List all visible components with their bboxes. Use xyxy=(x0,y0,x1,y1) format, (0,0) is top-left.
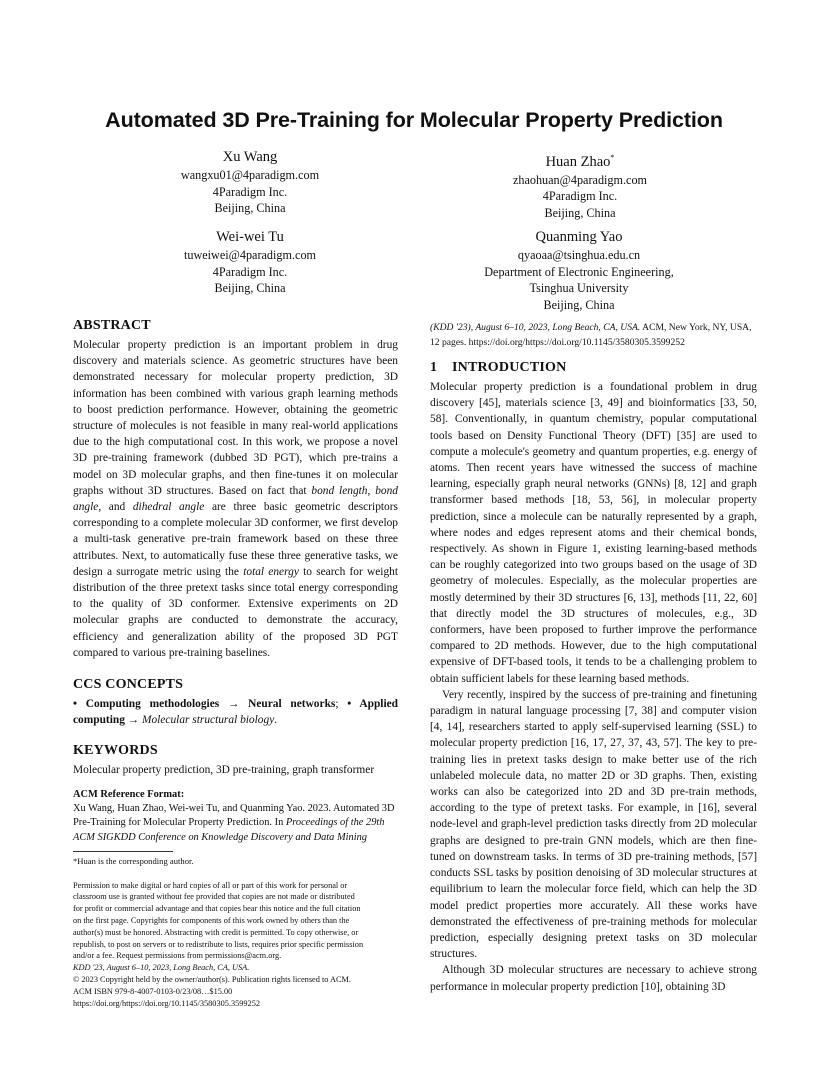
keywords-text: Molecular property prediction, 3D pre-training, graph transformer xyxy=(73,764,375,777)
author-block xyxy=(454,228,704,313)
kdd-reference: (KDD '23), August 6–10, 2023, Long Beach, CA, USA. ACM, New York, NY, USA, 12 pages. https://doi.org/https://doi.org/10.1145/3580305.3599252 xyxy=(430,322,752,348)
keywords-heading: KEYWORDS xyxy=(73,743,158,759)
permission-line: © 2023 Copyright held by the owner/author(s). Publication rights licensed to ACM. xyxy=(73,974,351,984)
author-block xyxy=(480,148,680,221)
permission-line: on the first page. Copyrights for components of this work owned by others than the xyxy=(73,915,350,925)
author-email: tuweiwei@4paradigm.com xyxy=(183,248,317,262)
ccs-text: • Computing methodologies → Neural networks; • Applied computing → Molecular structural biology. xyxy=(73,698,399,727)
author-email: wangxu01@4paradigm.com xyxy=(180,168,320,182)
permission-line: republish, to post on servers or to redistribute to lists, requires prior specific permission xyxy=(73,939,364,949)
author-name: Huan Zhao* xyxy=(545,153,615,170)
author-location: Beijing, China xyxy=(544,205,616,220)
permission-line: Permission to make digital or hard copies of all or part of this work for personal or xyxy=(73,880,348,890)
permission-line: KDD '23, August 6–10, 2023, Long Beach, CA, USA. xyxy=(73,963,250,973)
author-block xyxy=(150,228,350,297)
right-column xyxy=(430,320,757,995)
permission-line: for profit or commercial advantage and that copies bear this notice and the full citation xyxy=(73,904,361,914)
ccs-heading: CCS CONCEPTS xyxy=(73,677,184,693)
author-email: qyaoaa@tsinghua.edu.cn xyxy=(517,248,641,262)
abstract-heading: ABSTRACT xyxy=(73,318,151,333)
author-block xyxy=(150,148,350,217)
corresponding-mark: * xyxy=(610,153,615,162)
author-location: Beijing, China xyxy=(214,201,286,215)
author-affiliation: 4Paradigm Inc. xyxy=(212,264,288,279)
permission-line: https://doi.org/https://doi.org/10.1145/3580305.3599252 xyxy=(73,998,260,1008)
reference-format-heading: ACM Reference Format: xyxy=(73,788,185,800)
permission-line: ACM ISBN 979-8-4007-0103-0/23/08…$15.00 xyxy=(73,986,233,996)
introduction-heading: 1 INTRODUCTION xyxy=(430,360,567,375)
paper-title: Automated 3D Pre-Training for Molecular Property Prediction xyxy=(105,108,723,132)
permission-line: classroom use is granted without fee provided that copies are not made or distributed xyxy=(73,892,355,902)
author-email: zhaohuan@4paradigm.com xyxy=(512,172,648,187)
author-name: Wei-wei Tu xyxy=(216,229,284,245)
intro-paragraph: Although 3D molecular structures are necessary to achieve strong performance in molecular property prediction [10], obtaining 3D xyxy=(430,964,757,993)
author-location: Beijing, China xyxy=(214,281,286,295)
permission-line: author(s) must be honored. Abstracting with credit is permitted. To copy otherwise, or xyxy=(73,927,359,937)
author-affiliation: Department of Electronic Engineering, xyxy=(484,264,674,279)
abstract-text: Molecular property prediction is an important problem in drug discovery and materials science. As geometric structures have been demonstrated necessary for molecular property prediction, 3D information has been combined with various graph learning methods to boost prediction performance. However, obtaining the geometric structure of molecules is not feasible in many real-world applications due to the high computational cost. In this work, we propose a novel 3D pre-training framework (dubbed 3D PGT), which pre-trains a model on 3D molecular graphs, and then fine-tunes it on molecular graphs without 3D structures. Based on fact that bond length, bond angle, and dihedral angle are three basic geometric descriptors corresponding to a complete molecular 3D conformer, we first develop a multi-task generative pre-train framework based on these three attributes. Next, to automatically fuse these three generative tasks, we design a surrogate metric using the total energy to search for weight distribution of the three pretext tasks since total energy corresponding to the quality of 3D conformer. Extensive experiments on 2D molecular graphs are conducted to demonstrate the accuracy, efficiency and generalization ability of the proposed 3D PGT compared to various pre-training baselines. xyxy=(73,339,399,659)
arxiv-stamp xyxy=(8,280,58,750)
footnote: *Huan is the corresponding author. xyxy=(73,856,194,867)
author-location: Beijing, China xyxy=(543,297,615,312)
author-affiliation: Tsinghua University xyxy=(529,281,629,295)
intro-paragraph: Molecular property prediction is a foundational problem in drug discovery [45], materials science [3, 49] and bioinformatics [33, 50, 58]. Conventionally, in quantum chemistry, popular computational tools based on Density Functional Theory (DFT) [35] are used to compute a molecule's geometry and quantum properties, e.g. energy of atoms. Then recent years have witnessed the success of machine learning, especially graph neural networks (GNNs) [8, 12] and graph transformer based methods [18, 53, 56], in molecular property prediction, since a molecule can be naturally represented by a graph, where nodes and edges represent atoms and their chemical bonds, respectively. As shown in Figure 1, existing learning-based methods can be roughly categorized into two groups based on the usage of 3D geometry of molecules. Especially, as the molecular properties are mostly determined by their 3D structures [6, 13], methods [11, 22, 60] that directly model the 3D structures of molecules, e.g., 3D conformers, have been proposed to further improve the performance compared to 2D methods. However, due to the high computational expensive of DFT-based tools, it tends to be a challenging problem to obtain sufficient labels for these learning based methods. xyxy=(430,381,757,685)
author-name: Xu Wang xyxy=(222,149,278,165)
author-affiliation: 4Paradigm Inc. xyxy=(542,189,618,204)
author-affiliation: 4Paradigm Inc. xyxy=(212,184,288,199)
author-name: Quanming Yao xyxy=(535,229,623,245)
intro-paragraph: Very recently, inspired by the success of pre-training and finetuning paradigm in natural language processing [7, 38] and computer vision [4, 14], researchers started to apply self-supervised learning (SSL) to molecular property prediction [16, 17, 27, 37, 43, 57]. The key to pre-training lies in pretext tasks design to make better use of the rich unlabeled molecule data, no matter 2D or 3D graphs. Then, existing works can also be categorized into 2D and 3D pre-train methods, according to the type of pretext tasks. For example, in [16], several node-level and graph-level prediction tasks directly from 2D molecular graphs are designed to pre-train GNN models, which are then fine-tuned on downstream tasks. In terms of 3D pre-training methods, [57] conducts SSL tasks by position denoising of 3D molecular structures at equilibrium to learn the molecular force field, which can help the 3D model predict properties more accurately. All these works have demonstrated the effectiveness of pre-training methods for molecular prediction, especially designing pretext tasks on 3D molecular structures. xyxy=(430,688,757,961)
footnote-rule xyxy=(73,851,173,852)
left-column xyxy=(73,318,398,1009)
reference-format-text: Xu Wang, Huan Zhao, Wei-wei Tu, and Quanming Yao. 2023. Automated 3D Pre-Training for Molecular Property Prediction. In Proceedings of the 29th ACM SIGKDD Conference on Knowledge Discovery and Data Mining xyxy=(73,802,395,843)
permission-line: and/or a fee. Request permissions from permissions@acm.org. xyxy=(73,951,282,961)
permission-block xyxy=(73,880,398,1010)
